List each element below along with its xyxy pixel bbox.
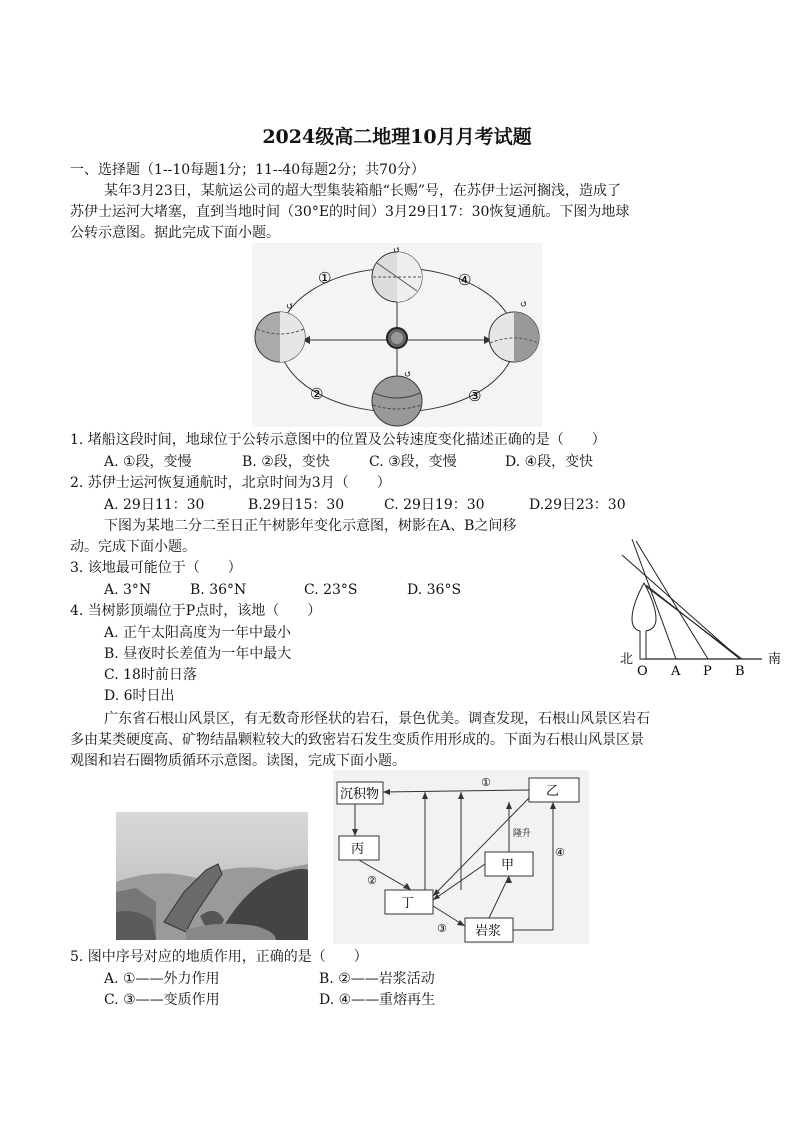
arrow-label-3: ③: [437, 922, 447, 935]
orbit-label-3: ③: [468, 387, 482, 405]
intro1-line2: 苏伊士运河大堵塞，直到当地时间（30°E的时间）3月29日17：30恢复通航。下图为地球: [70, 204, 630, 220]
q4-option-c: C. 18时前日落: [104, 667, 197, 683]
q2-option-d: D.29日23：30: [529, 497, 626, 513]
orbit-label-2: ②: [310, 385, 324, 403]
label-ding: 丁: [401, 896, 415, 911]
q3-option-b: B. 36°N: [190, 582, 247, 598]
q4-stem: 4. 当树影顶端位于P点时，该地（ ）: [70, 603, 322, 619]
q3-option-c: C. 23°S: [304, 582, 358, 598]
intro2-line1: 下图为某地二分二至日正午树影年变化示意图，树影在A、B之间移: [104, 518, 517, 534]
q2-option-a: A. 29日11：30: [104, 497, 205, 513]
tree-label-o: O: [637, 664, 648, 679]
q3-stem: 3. 该地最可能位于（ ）: [70, 560, 242, 576]
svg-text:↺: ↺: [286, 302, 294, 312]
tree-label-north: 北: [620, 652, 634, 667]
q5-option-d: D. ④——重熔再生: [319, 992, 436, 1008]
label-jia: 甲: [501, 858, 515, 873]
label-sediment: 沉积物: [340, 787, 380, 802]
landscape-photo: [116, 812, 308, 940]
q5-stem: 5. 图中序号对应的地质作用，正确的是（ ）: [70, 949, 368, 965]
q2-option-b: B.29日15：30: [248, 497, 345, 513]
tree-label-a: A: [671, 664, 681, 679]
label-magma: 岩浆: [475, 924, 502, 939]
intro3-line3: 观图和岩石圈物质循环示意图。读图，完成下面小题。: [70, 753, 406, 769]
q2-option-c: C. 29日19：30: [384, 497, 485, 513]
tree-shadow-diagram: [612, 535, 788, 680]
orbit-diagram: [252, 243, 542, 427]
q1-stem: 1. 堵船这段时间，地球位于公转示意图中的位置及公转速度变化描述正确的是（ ）: [70, 432, 606, 448]
q3-option-d: D. 36°S: [407, 582, 462, 598]
tree-label-b: B: [735, 664, 745, 679]
arrow-label-uplift: 隆升: [513, 829, 532, 839]
q1-option-d: D. ④段，变快: [505, 454, 594, 470]
intro1-line1: 某年3月23日，某航运公司的超大型集装箱船“长赐”号，在苏伊士运河搁浅，造成了: [104, 183, 622, 199]
q4-option-d: D. 6时日出: [104, 688, 175, 704]
section-heading: 一、选择题（1--10每题1分；11--40每题2分；共70分）: [70, 162, 425, 178]
q1-option-a: A. ①段，变慢: [104, 454, 192, 470]
q4-option-b: B. 昼夜时长差值为一年中最大: [104, 646, 292, 662]
rock-cycle-diagram: [333, 770, 589, 944]
orbit-label-4: ④: [458, 271, 472, 289]
intro3-line2: 多由某类硬度高、矿物结晶颗粒较大的致密岩石发生变质作用形成的。下面为石根山风景区景: [70, 732, 644, 748]
svg-text:↺: ↺: [404, 370, 412, 380]
intro2-line2: 动。完成下面小题。: [70, 539, 196, 555]
page-title: 2024级高二地理10月月考试题: [262, 126, 532, 148]
q5-option-b: B. ②——岩浆活动: [319, 971, 435, 987]
arrow-label-4: ④: [555, 846, 565, 859]
q3-option-a: A. 3°N: [104, 582, 152, 598]
label-bing: 丙: [351, 842, 365, 857]
orbit-label-1: ①: [318, 269, 332, 287]
q2-stem: 2. 苏伊士运河恢复通航时，北京时间为3月（ ）: [70, 475, 391, 491]
arrow-label-2: ②: [367, 874, 377, 887]
q4-option-a: A. 正午太阳高度为一年中最小: [104, 625, 292, 641]
arrow-label-1: ①: [481, 776, 491, 789]
q5-option-a: A. ①——外力作用: [104, 971, 220, 987]
svg-text:↺: ↺: [393, 246, 401, 256]
label-yi: 乙: [546, 784, 560, 799]
q1-option-b: B. ②段，变快: [242, 454, 330, 470]
tree-label-south: 南: [768, 652, 782, 667]
tree-label-p: P: [703, 664, 712, 679]
intro1-line3: 公转示意图。据此完成下面小题。: [70, 225, 280, 241]
q5-option-c: C. ③——变质作用: [104, 992, 220, 1008]
svg-text:↺: ↺: [520, 300, 528, 310]
q1-option-c: C. ③段，变慢: [369, 454, 457, 470]
intro3-line1: 广东省石根山风景区，有无数奇形怪状的岩石，景色优美。调查发现，石根山风景区岩石: [104, 711, 650, 727]
